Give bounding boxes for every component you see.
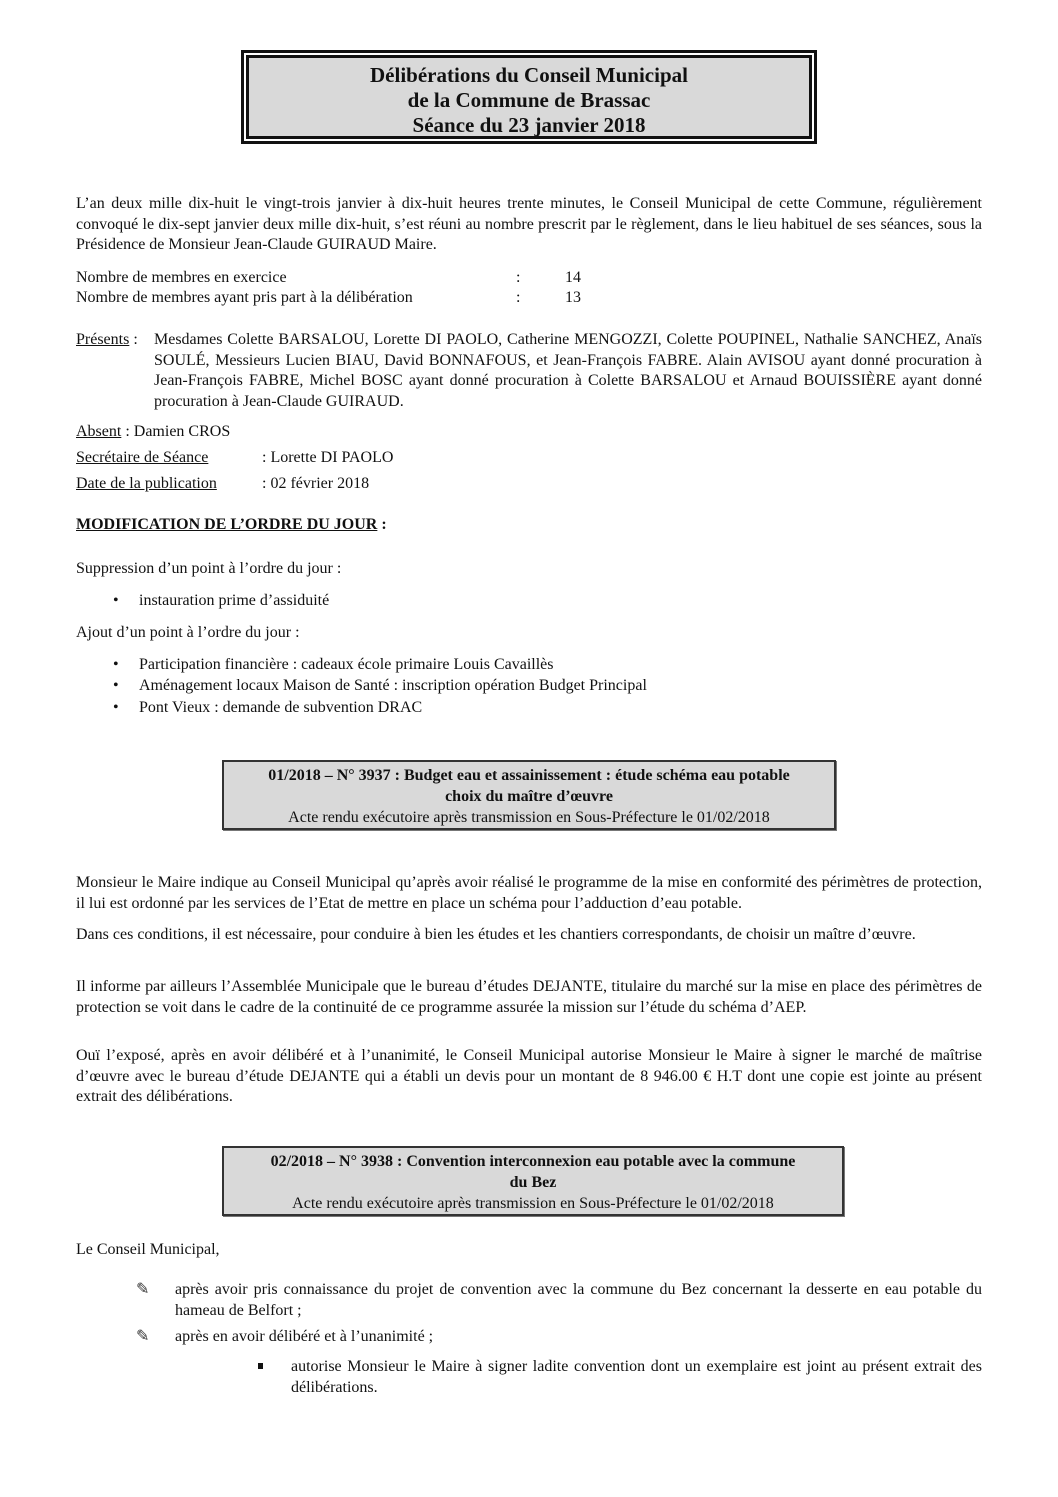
publication-label: Date de la publication: [76, 475, 217, 492]
square-bullet-icon: [258, 1363, 263, 1369]
bullet-icon: •: [113, 677, 119, 694]
members-colon: :: [516, 269, 521, 286]
members-label: Nombre de membres en exercice: [76, 269, 287, 286]
document-title: [246, 55, 812, 139]
deliberation-1-paragraph: Dans ces conditions, il est nécessaire, pour conduire à bien les études et les chantiers correspondants, de choisir un maître d’œuvre.: [76, 926, 916, 943]
ajout-item-text: Pont Vieux : demande de subvention DRAC: [139, 699, 423, 716]
ajout-item-text: Aménagement locaux Maison de Santé : inscription opération Budget Principal: [139, 677, 647, 694]
presents-separator: :: [129, 331, 138, 348]
hand-arrow-icon: ✎: [136, 1328, 150, 1345]
ordre-du-jour-heading: [76, 515, 387, 535]
deliberation-title-line-2: choix du maître d’œuvre: [445, 788, 613, 805]
deliberation-1-paragraph: Monsieur le Maire indique au Conseil Municipal qu’après avoir réalisé le programme de la mise en conformité des périmètres de protection, il lui est ordonné par les services de l’Etat de mettre en place un schéma pour l’adduction d’eau potable.: [76, 874, 982, 912]
bullet-icon: •: [113, 656, 119, 673]
considerant-item: après avoir pris connaissance du projet de convention avec la commune du Bez concernant la desserte en eau potable du hameau de Belfort ;: [175, 1281, 982, 1319]
deliberation-2-intro: Le Conseil Municipal,: [76, 1241, 220, 1258]
hand-arrow-icon: ✎: [136, 1281, 150, 1298]
members-value: 13: [565, 289, 581, 306]
ajout-label: Ajout d’un point à l’ordre du jour :: [76, 624, 300, 641]
deliberation-title-line-2: du Bez: [509, 1174, 557, 1191]
bullet-icon: •: [113, 592, 119, 609]
suppression-item-text: instauration prime d’assiduité: [139, 592, 330, 609]
secretaire-row: [76, 448, 394, 468]
suppression-label: Suppression d’un point à l’ordre du jour :: [76, 560, 342, 577]
deliberation-1-paragraph: Ouï l’exposé, après en avoir délibéré et à l’unanimité, le Conseil Municipal autorise Monsieur le Maire à signer le marché de maîtrise d’œuvre avec le bureau d’étude DEJANTE qui a établi un devis pour un montant de 8 946.00 € H.T dont une copie est jointe au présent extrait des délibérations.: [76, 1047, 982, 1105]
decision-item: autorise Monsieur le Maire à signer ladite convention dont un exemplaire est joint au présent extrait des délibérations.: [291, 1358, 982, 1396]
members-label: Nombre de membres ayant pris part à la délibération: [76, 289, 413, 306]
ajout-item-text: Participation financière : cadeaux école primaire Louis Cavaillès: [139, 656, 554, 673]
deliberation-header-2: [222, 1146, 844, 1216]
title-line-3: Séance du 23 janvier 2018: [412, 113, 646, 137]
ordre-du-jour-heading-colon: :: [377, 516, 387, 533]
title-line-2: de la Commune de Brassac: [407, 88, 651, 112]
presents-list: Mesdames Colette BARSALOU, Lorette DI PAOLO, Catherine MENGOZZI, Colette POUPINEL, Nathalie SANCHEZ, Anaïs SOULÉ, Messieurs Lucien BIAU, David BONNAFOUS, et Jean-François FABRE. Alain AVISOU ayant donné procuration à Jean-François FABRE, Michel BOSC ayant donné procuration à Colette BARSALOU et Arnaud BOUISSIÈRE ayant donné procuration à Jean-Claude GUIRAUD.: [154, 331, 982, 410]
secretaire-label: Secrétaire de Séance: [76, 449, 209, 466]
secretaire-value: : Lorette DI PAOLO: [262, 449, 394, 466]
bullet-icon: •: [113, 699, 119, 716]
deliberation-title-line-1: 01/2018 – N° 3937 : Budget eau et assainissement : étude schéma eau potable: [268, 767, 790, 784]
document-title-box: [241, 50, 817, 144]
absent-row: [76, 422, 230, 442]
deliberation-status: Acte rendu exécutoire après transmission en Sous-Préfecture le 01/02/2018: [292, 1195, 774, 1212]
members-value: 14: [565, 269, 581, 286]
members-row-exercice: [76, 268, 581, 288]
deliberation-title-line-1: 02/2018 – N° 3938 : Convention interconnexion eau potable avec la commune: [270, 1153, 796, 1170]
members-row-participants: [76, 288, 581, 308]
members-colon: :: [516, 289, 521, 306]
intro-paragraph: L’an deux mille dix-huit le vingt-trois janvier à dix-huit heures trente minutes, le Conseil Municipal de cette Commune, régulièrement convoqué le dix-sept janvier deux mille dix-huit, s’est réuni au nombre prescrit par le règlement, dans le lieu habituel de ses séances, sous la Présidence de Monsieur Jean-Claude GUIRAUD Maire.: [76, 195, 982, 253]
considerant-item: après en avoir délibéré et à l’unanimité ;: [175, 1328, 434, 1345]
absent-value: : Damien CROS: [121, 423, 231, 440]
publication-value: : 02 février 2018: [262, 475, 370, 492]
presents-label: Présents: [76, 331, 130, 348]
publication-row: [76, 474, 370, 494]
title-line-1: Délibérations du Conseil Municipal: [370, 63, 688, 87]
deliberation-1-paragraph: Il informe par ailleurs l’Assemblée Municipale que le bureau d’études DEJANTE, titulaire du marché sur la mise en place des périmètres de protection se voit dans le cadre de la continuité de ce programme assurée la mission sur l’étude du schéma d’AEP.: [76, 978, 982, 1016]
deliberation-header-1: [222, 760, 836, 830]
deliberation-status: Acte rendu exécutoire après transmission en Sous-Préfecture le 01/02/2018: [288, 809, 770, 826]
absent-label: Absent: [76, 423, 122, 440]
ordre-du-jour-heading-text: MODIFICATION DE L’ORDRE DU JOUR: [76, 516, 378, 533]
presents-block: [76, 330, 982, 412]
